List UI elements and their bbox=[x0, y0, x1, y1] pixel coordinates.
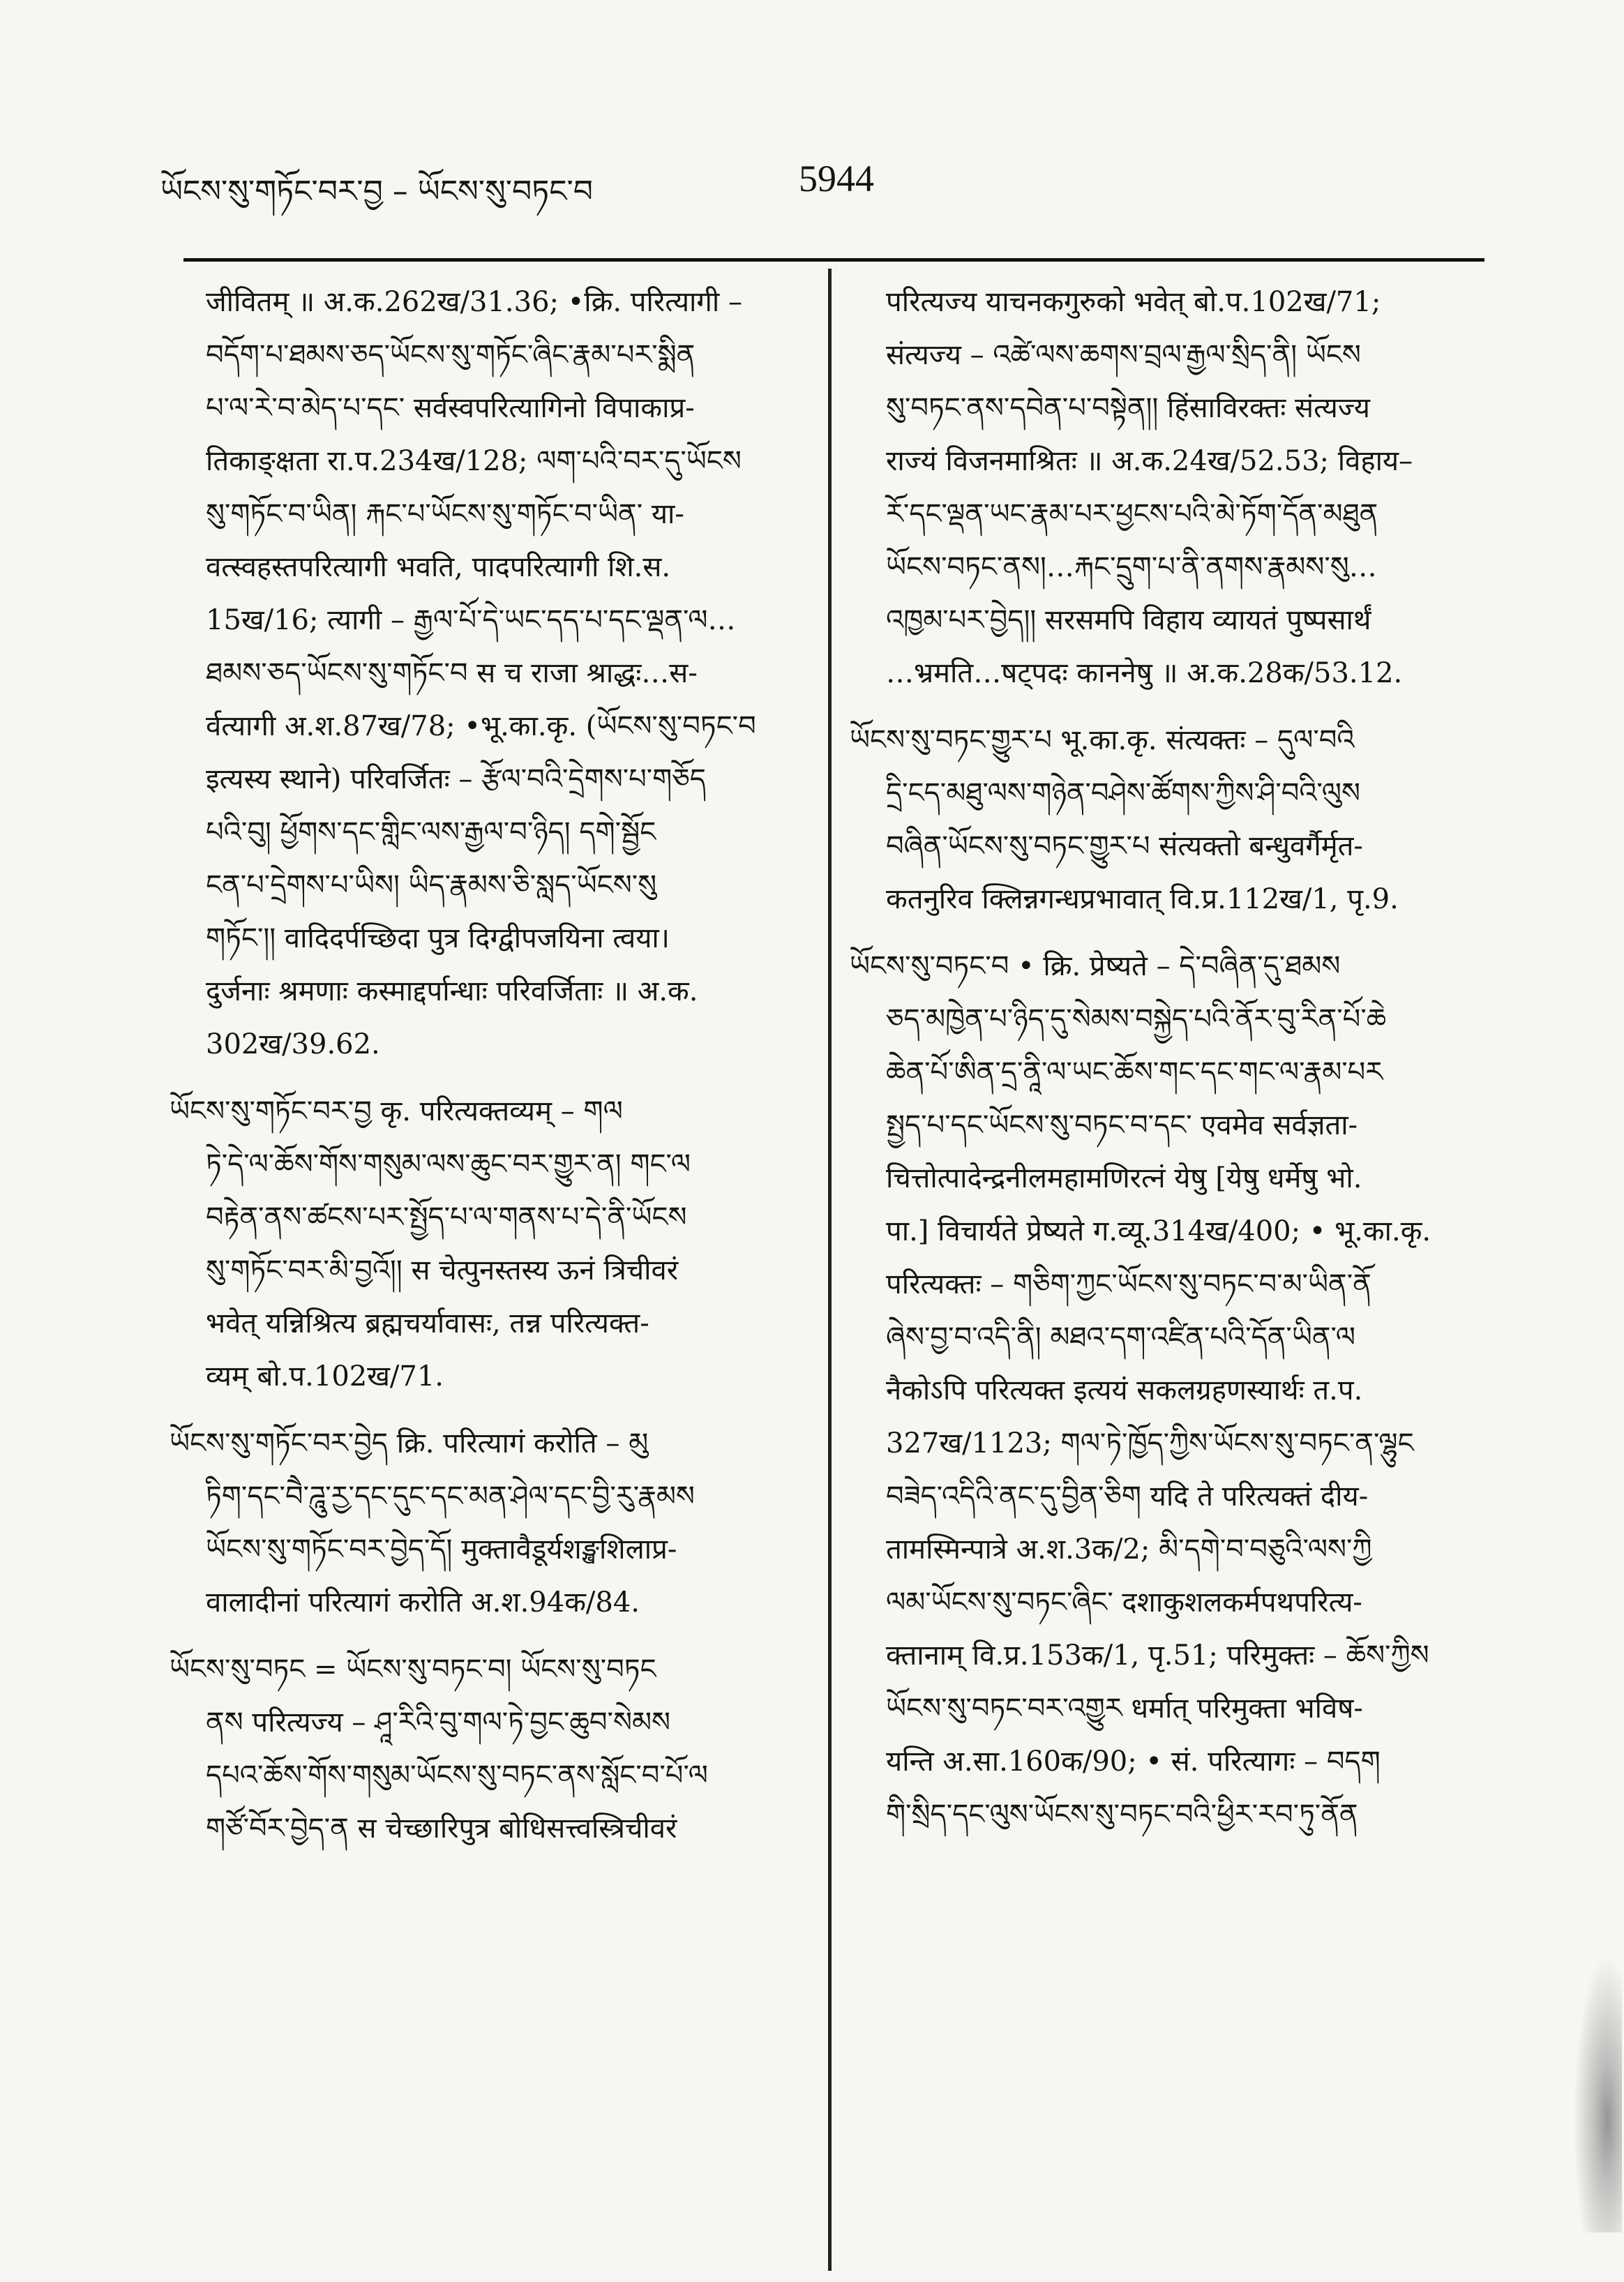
entry-text-line: བཞིན་ཡོངས་སུ་བཏང་གྱུར་པ संत्यक्तो बन्धुवर्गैर्मृत- bbox=[886, 830, 1363, 862]
entry-text-line: ཏེ་དེ་ལ་ཆོས་གོས་གསུམ་ལས་ཆུང་བར་གྱུར་ན། གང་ལ bbox=[206, 1148, 691, 1180]
entry-text-line: क्तानाम् वि.प्र.153क/1, पृ.51; परिमुक्तः – ཆོས་ཀྱིས bbox=[886, 1639, 1429, 1672]
entry-text-line: དཔའ་ཆོས་གོས་གསུམ་ཡོངས་སུ་བཏང་ནས་སློང་བ་པོ་ལ bbox=[206, 1759, 708, 1792]
header-rule bbox=[183, 258, 1484, 262]
entry-text-line: व्यम् बो.प.102ख/71. bbox=[206, 1360, 444, 1393]
entry-text-line: भवेत् यन्निश्रित्य ब्रह्मचर्यावासः, तन्न परित्यक्त- bbox=[206, 1307, 649, 1339]
entry-text-line: वालादीनां परित्यागं करोति अ.श.94क/84. bbox=[206, 1586, 640, 1619]
entry-headword-line: ཡོངས་སུ་བཏང་བ • क्रि. प्रेष्यते – དེ་བཞིན་དུ་ཐམས bbox=[850, 950, 1341, 982]
entry-text-line: वत्स्वहस्तपरित्यागी भवति, पादपरित्यागी शि.स. bbox=[206, 551, 671, 583]
entry-text-line: परित्यक्तः – གཅིག་ཀྱང་ཡོངས་སུ་བཏང་བ་མ་ཡིན་ནོ bbox=[886, 1268, 1371, 1300]
entry-gap bbox=[850, 700, 1481, 714]
running-head: ཡོངས་སུ་གཏོང་བར་བྱ – ཡོངས་སུ་བཏང་བ bbox=[160, 174, 593, 209]
entry-text-line: འཁྱམ་པར་བྱེད།། सरसमपि विहाय व्यायतं पुष्पसार्थं bbox=[886, 604, 1371, 636]
entry-text-line: र्वत्यागी अ.श.87ख/78; •भू.का.कृ. (ཡོངས་སུ་བཏང་བ bbox=[206, 710, 756, 742]
entry-text-line: ཞེས་བྱ་བ་འདི་ནི། མཐའ་དག་འཛིན་པའི་དོན་ཡིན་ལ bbox=[886, 1321, 1355, 1353]
entry-text-line: जीवितम् ॥ अ.क.262ख/31.36; •क्रि. परित्यागी – bbox=[206, 286, 743, 318]
right-column bbox=[850, 276, 1481, 1841]
entry-headword-line: ཡོངས་སུ་བཏང = ཡོངས་སུ་བཏང་བ། ཡོངས་སུ་བཏང bbox=[170, 1653, 656, 1686]
entry-text-line: 327ख/1123; གལ་ཏེ་ཁྱོད་ཀྱིས་ཡོངས་སུ་བཏང་ན་ལྷུང bbox=[886, 1427, 1414, 1459]
entry-text-line: संत्यज्य – འཚེ་ལས་ཆགས་བྲལ་རྒྱལ་སྲིད་ནི། ཡོངས bbox=[886, 339, 1361, 371]
entry-text-line: ཡོངས་སུ་གཏོང་བར་བྱེད་དོ། मुक्तावैडूर्यशङ्खशिलाप्र- bbox=[206, 1533, 677, 1566]
entry-text-line: རོ་དང་ལྡན་ཡང་རྣམ་པར་ཕྱངས་པའི་མེ་ཏོག་དོན་མཐུན bbox=[886, 498, 1378, 530]
entry-headword-line: ཡོངས་སུ་གཏོང་བར་བྱེད क्रि. परित्यागं करोति – མུ bbox=[170, 1427, 649, 1459]
entry-text-line: བདོག་པ་ཐམས་ཅད་ཡོངས་སུ་གཏོང་ཞིང་རྣམ་པར་སྨིན bbox=[206, 339, 696, 371]
entry-text-line: पा.] विचार्यते प्रेष्यते ग.व्यू.314ख/400; • भू.का.कृ. bbox=[886, 1215, 1431, 1247]
entry-headword-line: ཡོངས་སུ་གཏོང་བར་བྱ कृ. परित्यक्तव्यम् – གལ bbox=[170, 1095, 623, 1127]
entry-text-line: པ་ལ་རེ་བ་མེད་པ་དང་ सर्वस्वपरित्यागिनो विपाकाप्र- bbox=[206, 392, 695, 424]
entry-text-line: བརྟེན་ནས་ཚངས་པར་སྤྱོད་པ་ལ་གནས་པ་དེ་ནི་ཡོངས bbox=[206, 1201, 687, 1233]
entry-text-line: ཏིག་དང་བཻ་ཌཱུ་རྱ་དང་དུང་དང་མན་ཤེལ་དང་བྱི་རུ་རྣམས bbox=[206, 1480, 695, 1512]
entry-text-line: ཡོངས་སུ་བཏང་བར་འགྱུར धर्मात् परिमुक्ता भविष- bbox=[886, 1692, 1363, 1725]
entry-text-line: སྤྱད་པ་དང་ཡོངས་སུ་བཏང་བ་དང་ एवमेव सर्वज्ञता- bbox=[886, 1109, 1358, 1141]
entry-text-line: नैकोऽपि परित्यक्त इत्ययं सकलग्रहणस्यार्थः त.प. bbox=[886, 1374, 1363, 1406]
entry-text-line: यन्ति अ.सा.160क/90; • सं. परित्यागः – བདག bbox=[886, 1746, 1381, 1778]
entry-gap bbox=[170, 1629, 801, 1643]
entry-text-line: སུ་གཏོང་བར་མི་བྱའོ།། स चेत्पुनस्तस्य ऊनं त्रिचीवरं bbox=[206, 1254, 679, 1286]
entry-text-line: པའི་བུ། ཕྱོགས་དང་གླིང་ལས་རྒྱལ་བ་ཉིད། དགེ་སྦྱོང bbox=[206, 816, 656, 848]
page-number: 5944 bbox=[799, 158, 874, 200]
entry-text-line: तिकाङ्क्षता रा.प.234ख/128; ལག་པའི་བར་དུ་ཡོངས bbox=[206, 445, 742, 477]
left-column bbox=[170, 276, 801, 1855]
entry-text-line: དྲི་ངད་མཐུ་ལས་གཉེན་བཤེས་ཚོགས་ཀྱིས་ཤི་བའི་ལུས bbox=[886, 777, 1360, 809]
entry-text-line: བཟེད་འདིའི་ནང་དུ་བྱིན་ཅིག यदि ते परित्यक्तं दीय- bbox=[886, 1480, 1369, 1512]
entry-text-line: ཡོངས་བཏང་ནས།…རྐང་དྲུག་པ་ནི་ནགས་རྣམས་སུ… bbox=[886, 551, 1377, 583]
entry-text-line: कतनुरिव क्लिन्नगन्धप्रभावात् वि.प्र.112ख/1, पृ.9. bbox=[886, 883, 1399, 915]
entry-text-line: ཐམས་ཅད་ཡོངས་སུ་གཏོང་བ स च राजा श्राद्धः…स- bbox=[206, 657, 698, 689]
entry-text-line: चित्तोत्पादेन्द्रनीलमहामणिरत्नं येषु [येषु धर्मेषु भो. bbox=[886, 1162, 1362, 1194]
entry-text-line: ལམ་ཡོངས་སུ་བཏང་ཞིང་ दशाकुशलकर्मपथपरित्य- bbox=[886, 1586, 1362, 1619]
entry-headword-line: ཡོངས་སུ་བཏང་གྱུར་པ भू.का.कृ. संत्यक्तः – དུལ་བའི bbox=[850, 724, 1355, 756]
entry-text-line: 302ख/39.62. bbox=[206, 1028, 380, 1060]
entry-text-line: གཏོང་།། वादिदर्पच्छिदा पुत्र दिग्द्वीपजयिना त्वया। bbox=[206, 922, 670, 954]
entry-text-line: दुर्जनाः श्रमणाः कस्माद्दर्पान्धाः परिवर्जिताः ॥ अ.क. bbox=[206, 975, 698, 1007]
entry-text-line: परित्यज्य याचनकगुरुको भवेत् बो.प.102ख/71; bbox=[886, 286, 1381, 318]
entry-text-line: ཅད་མཁྱེན་པ་ཉིད་དུ་སེམས་བསྐྱེད་པའི་ནོར་བུ་རིན་པོ་ཆེ bbox=[886, 1003, 1387, 1035]
entry-text-line: …भ्रमति…षट्पदः काननेषु ॥ अ.क.28क/53.12. bbox=[886, 657, 1403, 689]
entry-text-line: ངན་པ་དྲེགས་པ་ཡིས། ཡིད་རྣམས་ཅི་སླད་ཡོངས་སུ bbox=[206, 869, 657, 901]
entry-text-line: ནས परित्यज्य – ཤཱ་རིའི་བུ་གལ་ཏེ་བྱང་ཆུབ་སེམས bbox=[206, 1706, 671, 1739]
entry-text-line: 15ख/16; त्यागी – རྒྱལ་པོ་དེ་ཡང་དད་པ་དང་ལྡན་ལ… bbox=[206, 604, 736, 636]
entry-text-line: इत्यस्य स्थाने) परिवर्जितः – རྩོལ་བའི་དྲེགས་པ་གཅོད bbox=[206, 763, 706, 795]
entry-text-line: སུ་བཏང་ནས་དབེན་པ་བསྟེན།། हिंसाविरक्तः संत्यज्य bbox=[886, 392, 1370, 424]
entry-text-line: तामस्मिन्पात्रे अ.श.3क/2; མི་དགེ་བ་བཅུའི་ལས་ཀྱི bbox=[886, 1533, 1372, 1566]
entry-text-line: སུ་གཏོང་བ་ཡིན། རྐང་པ་ཡོངས་སུ་གཏོང་བ་ཡིན་ या- bbox=[206, 498, 684, 530]
column-divider bbox=[828, 269, 832, 2271]
entry-text-line: གཙོ་བོར་བྱེད་ན स चेच्छारिपुत्र बोधिसत्त्वस्त्रिचीवरं bbox=[206, 1812, 677, 1845]
entry-text-line: གི་སྲིད་དང་ལུས་ཡོངས་སུ་བཏང་བའི་ཕྱིར་རབ་ཏུ་ནོན bbox=[886, 1799, 1358, 1831]
entry-gap bbox=[850, 926, 1481, 940]
entry-gap bbox=[170, 1403, 801, 1417]
scan-smudge bbox=[1573, 1953, 1622, 2232]
entry-gap bbox=[170, 1071, 801, 1085]
entry-text-line: ཆེན་པོ་ཨིན་དྲ་ནཱི་ལ་ཡང་ཆོས་གང་དང་གང་ལ་རྣམ་པར bbox=[886, 1056, 1383, 1088]
entry-text-line: राज्यं विजनमाश्रितः ॥ अ.क.24ख/52.53; विहाय– bbox=[886, 445, 1413, 477]
